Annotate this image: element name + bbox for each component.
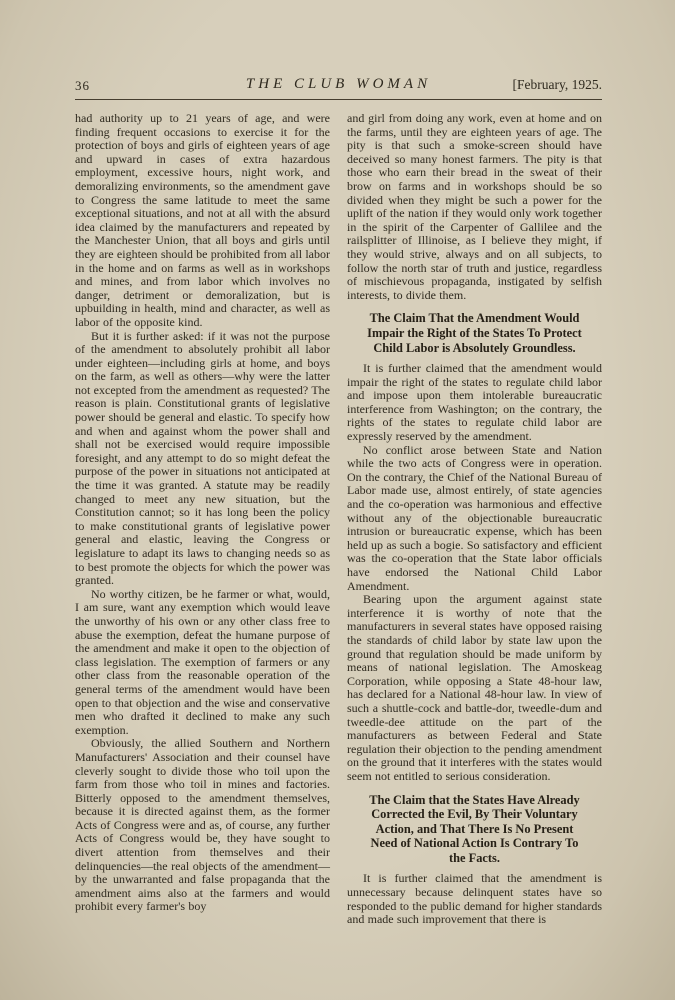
paragraph: But it is further asked: if it was not the purpose of the amendment to absolutely prohibit all labor under eighteen—including girls at home, and boys on the farm, as well as others—why were the latter not excepted from the amendment as requested? The reason is plain. Constitutional grants of legislative power should be general and elastic. To specify how and when and against whom the power shall and shall not be exercised would require impossible foresight, and any attempt to do so might defeat the purpose of the power in situations not anticipated at the time it was granted. A statute may be readily changed to meet any new situation, but the Constitution cannot; so it has long been the policy to make constitutional grants of legislative power general and elastic, leaving the Congress or legislature to adapt its laws to changing needs so as to best promote the objects for which the power was granted. bbox=[75, 328, 330, 588]
paragraph: No worthy citizen, be he farmer or what, would, I am sure, want any exemption which would leave the unworthy of his own or any other class free to abuse the exemption, defeat the humane purpose of the amendment and make it open to the objection of class legislation. The exemption of farmers or any other class from the reasonable operation of the general terms of the amendment would have been open to that objection and the wise and conservative men who drafted it declined to make any such exemption. bbox=[75, 586, 330, 737]
page-content bbox=[75, 76, 602, 927]
paragraph: It is further claimed that the amendment is unnecessary because delinquent states have so responded to the public demand for higher standards and made such improvement that there is bbox=[347, 871, 602, 927]
paragraph: had authority up to 21 years of age, and were finding frequent occasions to exercise it for the protection of boys and girls of eighteen years of age and upward in cases of extra hazardous employment, excessive hours, night work, and demoralizing environments, so the amendment gave to Congress the same latitude to meet the same exceptional situations, and not at all with the absurd idea claimed by the manufacturers and repeated by the Manchester Union, that all boys and girls until they are eighteen should be prohibited from all labor in the home and on farms as well as in workshops and mines, and from labor which involves no danger, detriment or demoralization, but is upbuilding in health, mind and character, as well as labor of the opposite kind. bbox=[75, 111, 330, 329]
paragraph: Bearing upon the argument against state interference it is worthy of note that the manufacturers in several states have opposed raising the standards of child labor by state law upon the ground that regulation should be made uniform by means of national legislation. The Amoskeag Corporation, while opposing a State 48-hour law, has declared for a National 48-hour law. In view of such a shuttle-cock and battle-dor, tweedle-dum and tweedle-dee attitude on the part of the manufacturers as between Federal and State regulation their objection to the pending amendment on the ground that it interferes with the states would seem not entitled to serious consideration. bbox=[347, 592, 602, 783]
paragraph: It is further claimed that the amendment would impair the right of the states to regulate child labor and impose upon them intolerable bureaucratic interference from Washington; on the contrary, the rights of the states to regulate child labor are expressly reserved by the amendment. bbox=[347, 361, 602, 444]
journal-title: THE CLUB WOMAN bbox=[245, 76, 432, 92]
header-rule bbox=[75, 99, 602, 100]
right-column bbox=[347, 112, 602, 927]
issue-date: [February, 1925. bbox=[512, 77, 602, 92]
paragraph: Obviously, the allied Southern and Northern Manufacturers' Association and their counsel have cleverly sought to divide those who toil upon the farm from those who toil in mines and factories. Bitterly opposed to the amendment themselves, because it is directed against them, as the former Acts of Congress were and as, of course, any further Acts of Congress would be, they have sought to divert attention from themselves and their delinquencies—the real objects of the amendment—by the unwarranted and false propaganda that the amendment aims also at the farmers and would prohibit every farmer's boy bbox=[75, 736, 330, 914]
section-heading: The Claim That the Amendment Would Impair the Right of the States To Protect Child Labor is Absolutely Groundless. bbox=[367, 311, 582, 355]
paragraph: No conflict arose between State and Nation while the two acts of Congress were in operation. On the contrary, the Chief of the National Bureau of Labor made use, almost entirely, of state agencies and the co-operation was harmonious and effective without any of the objectionable bureaucratic intrusion or bureaucratic expense, which has been held up as such a bogie. So satisfactory and efficient was the co-operation that the State labor officials have endorsed the National Child Labor Amendment. bbox=[347, 442, 602, 593]
two-column-body bbox=[75, 112, 602, 927]
section-heading: The Claim that the States Have Already Corrected the Evil, By Their Voluntary Action, and That There Is No Present Need of National Action Is Contrary To the Facts. bbox=[369, 792, 580, 865]
left-column bbox=[75, 112, 330, 927]
paragraph: and girl from doing any work, even at home and on the farms, until they are eighteen years of age. The pity is that such a smoke-screen should have deceived so many honest farmers. The pity is that those who earn their bread in the sweat of their brow on farms and in workshops should be so divided when they might be such a power for the uplift of the nation if they would only work together in the spirit of the Carpenter of Gallilee and the railsplitter of Illinoise, as I believe they might, if they would strive, always and on all subjects, to follow the north star of truth and justice, regardless of mischievous propaganda, instigated by selfish interests, to divide them. bbox=[347, 111, 602, 302]
page-header bbox=[75, 76, 602, 96]
page-number: 36 bbox=[75, 78, 90, 93]
